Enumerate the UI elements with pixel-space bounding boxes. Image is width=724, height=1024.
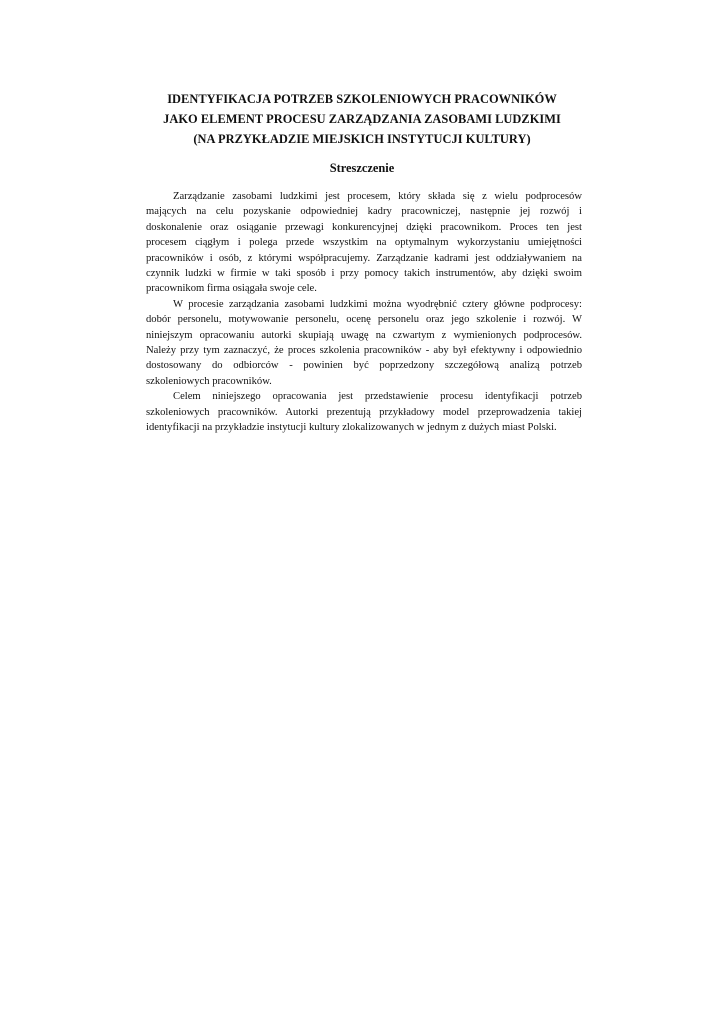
title-line-1: IDENTYFIKACJA POTRZEB SZKOLENIOWYCH PRACOWNIKÓW — [167, 92, 557, 106]
title-line-2: JAKO ELEMENT PROCESU ZARZĄDZANIA ZASOBAMI LUDZKIMI — [163, 112, 561, 126]
paragraph-line: doskonalenie oraz osiąganie przewagi konkurencyjnej dzięki pracownikom. Proces ten jest — [146, 221, 582, 233]
paragraph-line: dobór personelu, motywowanie personelu, ocenę personelu oraz jego szkolenie i rozwój. W — [146, 314, 582, 326]
paragraph-line: Należy przy tym zaznaczyć, że proces szkolenia pracowników - aby był efektywny i odpowiednio — [146, 345, 582, 357]
paragraph-line: procesem ciągłym i polega przede wszystkim na optymalnym wykorzystaniu umiejętności — [146, 237, 582, 249]
paragraph-line: W procesie zarządzania zasobami ludzkimi można wyodrębnić cztery główne podprocesy: — [173, 298, 582, 310]
paragraph-line: pracowników i osób, z którymi współpracujemy. Zarządzanie kadrami jest oddziaływaniem na — [146, 252, 582, 264]
paragraph-line: Zarządzanie zasobami ludzkimi jest procesem, który składa się z wielu podprocesów — [173, 191, 582, 202]
paragraph-line: identyfikacji na przykładzie instytucji kultury zlokalizowanych w jednym z dużych miast Polski. — [146, 422, 557, 434]
paragraph-line: niniejszym opracowaniu autorki skupiają uwagę na czwartym z wymienionych podprocesów. — [146, 329, 582, 341]
paragraph-line: czynnik ludzki w firmie w taki sposób i przy pomocy takich instrumentów, aby dzięki swoim — [146, 268, 582, 280]
paragraph-line: szkoleniowych pracowników. — [146, 375, 272, 387]
paragraph-line: szkoleniowych pracowników. Autorki prezentują przykładowy model przeprowadzenia takiej — [146, 406, 582, 418]
abstract-paragraph-2 — [146, 297, 582, 389]
abstract-body — [146, 189, 582, 436]
paragraph-line: Celem niniejszego opracowania jest przedstawienie procesu identyfikacji potrzeb — [173, 391, 582, 403]
title-line-3: (NA PRZYKŁADZIE MIEJSKICH INSTYTUCJI KULTURY) — [193, 132, 531, 146]
paragraph-line: dostosowany do odbiorców - powinien być poprzedzony szczegółową analizą potrzeb — [146, 360, 582, 372]
abstract-heading: Streszczenie — [329, 161, 395, 175]
abstract-paragraph-3 — [146, 389, 582, 435]
document-title — [100, 89, 624, 149]
paragraph-line: mających na celu pozyskanie odpowiedniej kadry pracowniczej, następnie jej rozwój i — [146, 206, 582, 218]
paragraph-line: pracownikom firma osiągała swoje cele. — [146, 283, 317, 295]
abstract-paragraph-1 — [146, 189, 582, 297]
